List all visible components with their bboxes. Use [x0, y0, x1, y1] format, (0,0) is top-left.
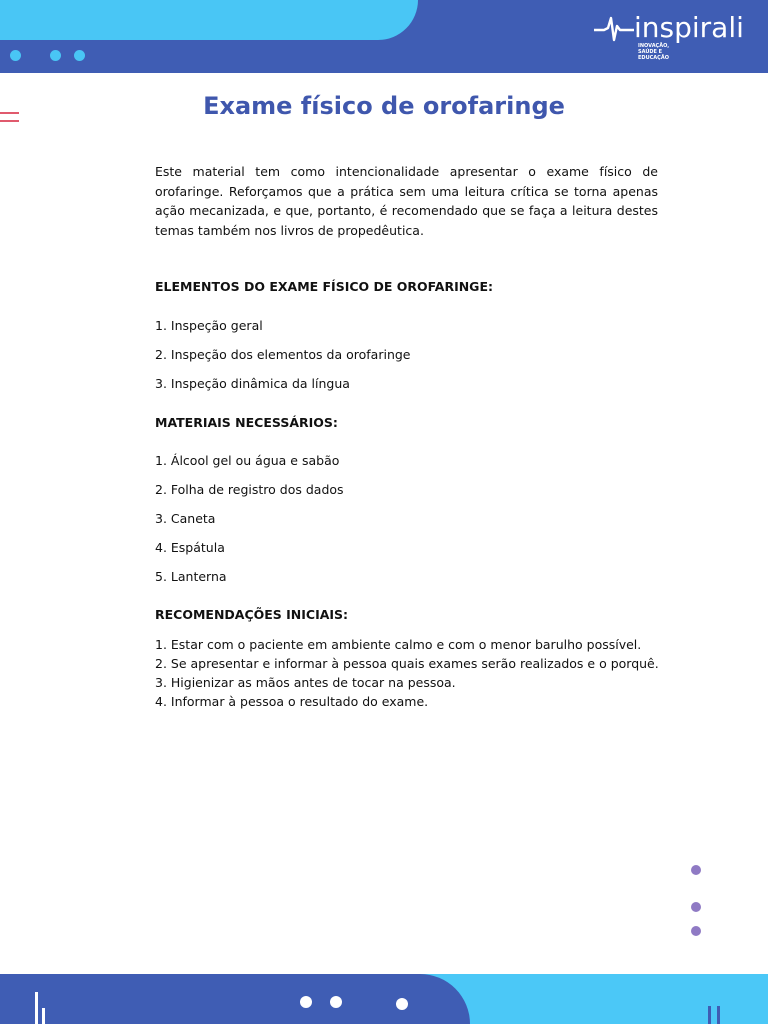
footer-band: [0, 974, 768, 1024]
header-band: [0, 0, 768, 73]
section-heading-elementos: ELEMENTOS DO EXAME FÍSICO DE OROFARINGE:: [155, 279, 493, 294]
section-heading-recomendacoes: RECOMENDAÇÕES INICIAIS:: [155, 607, 349, 622]
list-item: 1. Álcool gel ou água e sabão: [155, 453, 340, 468]
inspirali-logo: [594, 12, 754, 62]
list-item: 3. Caneta: [155, 511, 216, 526]
list-item: 3. Higienizar as mãos antes de tocar na pessoa.: [155, 675, 456, 690]
list-item: 5. Lanterna: [155, 569, 227, 584]
brand-name: inspirali: [634, 11, 744, 44]
list-item: 3. Inspeção dinâmica da língua: [155, 376, 350, 391]
list-item: 1. Estar com o paciente em ambiente calmo e com o menor barulho possível.: [155, 637, 642, 652]
decorative-dot: [691, 926, 701, 936]
decorative-bar: [708, 1006, 711, 1024]
decorative-dot: [300, 996, 312, 1008]
document-body: [155, 162, 659, 709]
heartbeat-logo-icon: [594, 14, 634, 44]
section-heading-materiais: MATERIAIS NECESSÁRIOS:: [155, 415, 338, 430]
list-item: 4. Informar à pessoa o resultado do exame.: [155, 694, 429, 709]
list-item: 4. Espátula: [155, 540, 225, 555]
decorative-dot: [691, 865, 701, 875]
decorative-dot: [330, 996, 342, 1008]
brand-tagline: INOVAÇÃO, SAÚDE E EDUCAÇÃO: [638, 43, 670, 61]
list-item: 2. Se apresentar e informar à pessoa quais exames serão realizados e o porquê.: [155, 656, 659, 671]
decorative-bar: [717, 1006, 720, 1024]
decorative-bar: [35, 992, 38, 1024]
list-item: 2. Inspeção dos elementos da orofaringe: [155, 347, 411, 362]
intro-paragraph: Este material tem como intencionalidade apresentar o exame físico de orofaringe. Reforçamos que a prática sem uma leitura crítica se torna apenas ação mecanizada, e que, portanto, é recomendado que se faça a leitura destes temas também nos livros de propedêutica.: [155, 164, 658, 238]
decorative-dot: [10, 50, 21, 61]
header-accent-shape: [0, 0, 418, 40]
decorative-dot: [50, 50, 61, 61]
decorative-dot: [74, 50, 85, 61]
decorative-dot: [396, 998, 408, 1010]
decorative-bar: [42, 1008, 45, 1024]
list-item: 1. Inspeção geral: [155, 318, 263, 333]
document-title: Exame físico de orofaringe: [203, 92, 565, 120]
list-item: 2. Folha de registro dos dados: [155, 482, 344, 497]
decorative-dot: [691, 902, 701, 912]
